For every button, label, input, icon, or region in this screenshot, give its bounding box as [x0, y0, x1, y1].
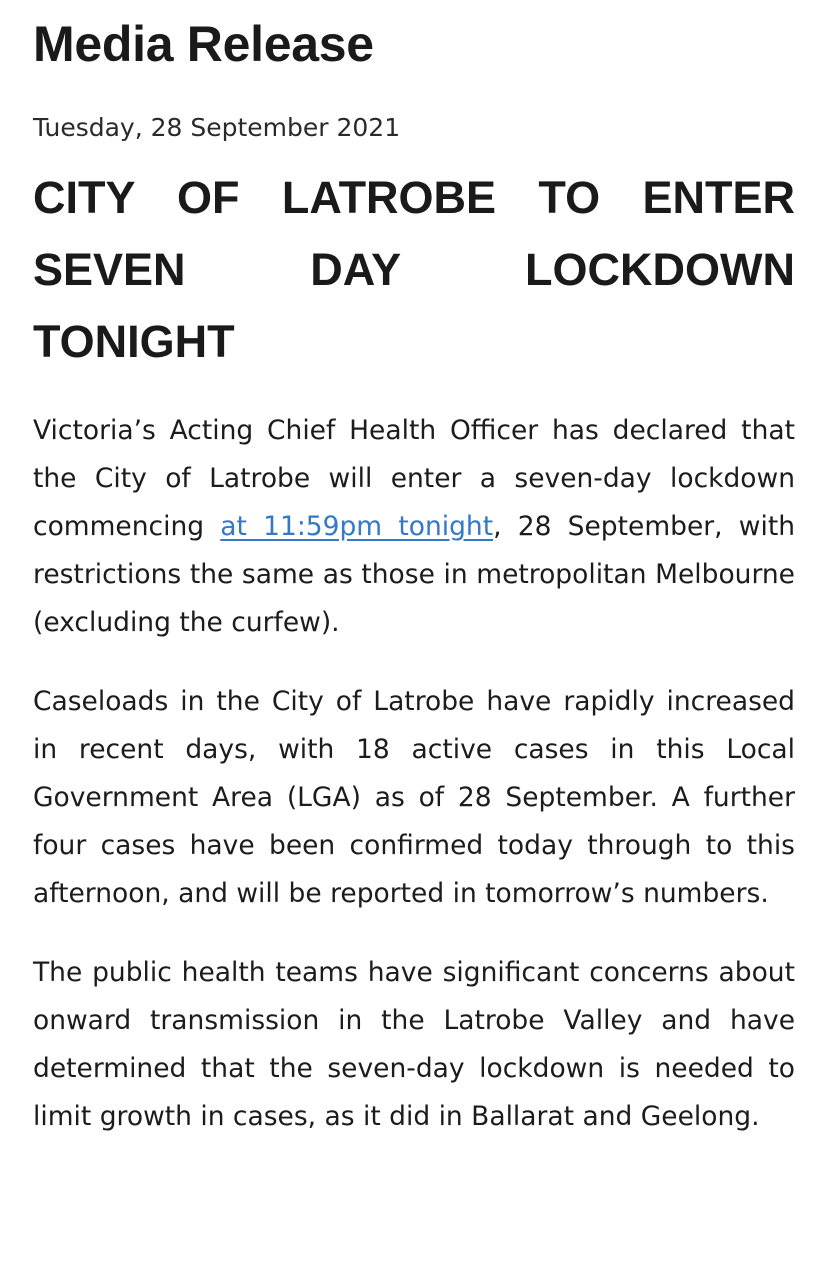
paragraph-lockdown-announcement	[33, 407, 795, 647]
document-type-heading: Media Release	[33, 16, 374, 72]
paragraph-text-before-link: Victoria’s Acting Chief Health Officer has declared that the City of Latrobe will enter a seven-day lockdown commencing	[33, 415, 795, 542]
release-headline: CITY OF LATROBE TO ENTER SEVEN DAY LOCKDOWN TONIGHT	[33, 172, 795, 367]
paragraph-text-after-link: , 28 September, with restrictions the same as those in metropolitan Melbourne (excluding the curfew).	[33, 511, 796, 638]
release-date: Tuesday, 28 September 2021	[33, 113, 401, 142]
media-release-document	[33, 0, 795, 1141]
paragraph-caseloads: Caseloads in the City of Latrobe have rapidly increased in recent days, with 18 active cases in this Local Government Area (LGA) as of 28 September. A further four cases have been confirmed today through to this afternoon, and will be reported in tomorrow’s numbers.	[33, 686, 795, 909]
paragraph-public-health-concerns: The public health teams have significant concerns about onward transmission in the Latrobe Valley and have determined that the seven-day lockdown is needed to limit growth in cases, as it did in Ballarat and Geelong.	[33, 957, 795, 1132]
lockdown-time-link[interactable]: at 11:59pm tonight	[220, 511, 494, 542]
